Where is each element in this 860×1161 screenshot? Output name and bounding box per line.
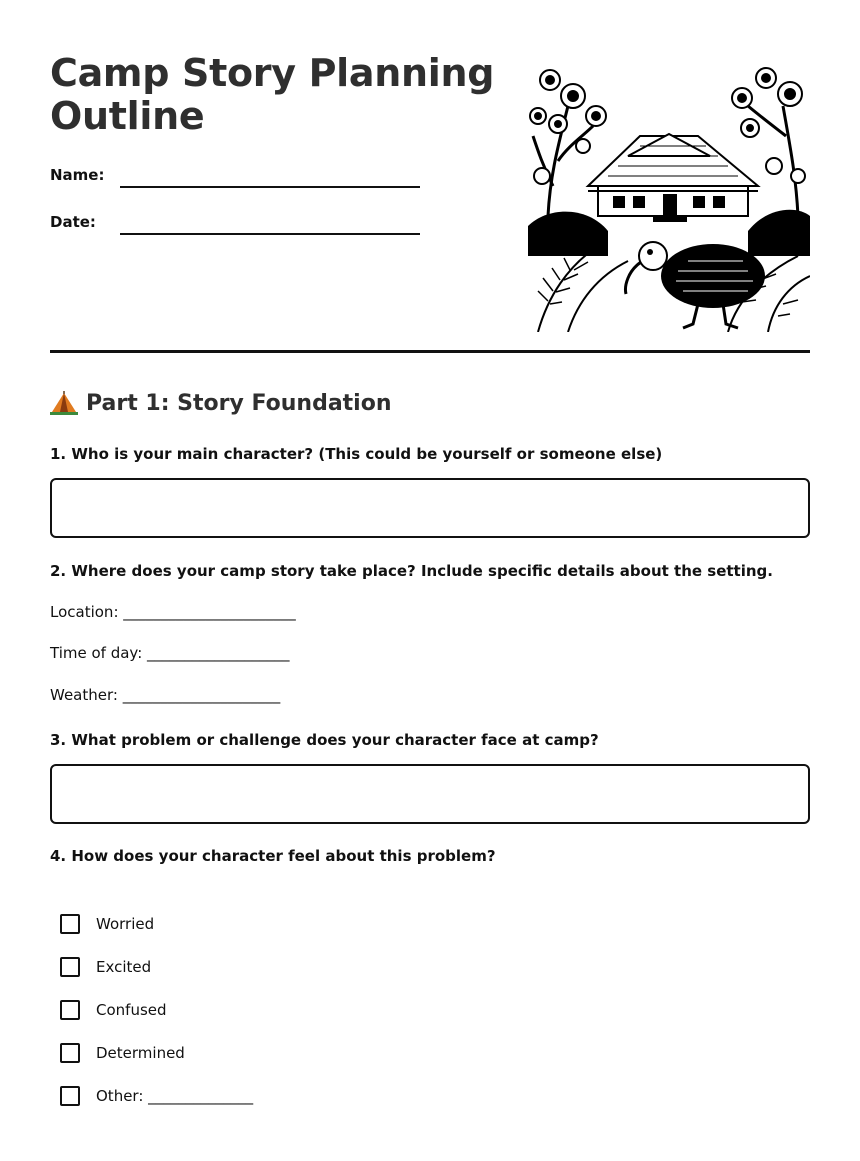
checkbox-confused[interactable]: [60, 1000, 80, 1020]
option-label-determined: Determined: [96, 1044, 185, 1062]
name-label: Name:: [50, 166, 105, 184]
date-line[interactable]: [120, 233, 420, 235]
feeling-option-worried[interactable]: [60, 912, 154, 936]
question-4: 4. How does your character feel about this problem?: [50, 847, 496, 865]
section-title-text: Part 1: Story Foundation: [86, 390, 392, 416]
weather-field[interactable]: Weather: _____________________: [50, 686, 281, 704]
name-line[interactable]: [120, 186, 420, 188]
section-title-part-1: [50, 390, 392, 416]
option-label-other: Other: ______________: [96, 1087, 254, 1105]
page-title: [50, 52, 494, 138]
lodge-kiwi-ferns-illustration: [528, 66, 810, 332]
option-label-confused: Confused: [96, 1001, 167, 1019]
option-label-excited: Excited: [96, 958, 152, 976]
question-2: 2. Where does your camp story take place? Include specific details about the setting.: [50, 562, 773, 580]
question-1: 1. Who is your main character? (This could be yourself or someone else): [50, 445, 663, 463]
title-line-1: Camp Story Planning: [50, 51, 495, 95]
checkbox-worried[interactable]: [60, 914, 80, 934]
answer-box-question-3[interactable]: [50, 764, 810, 824]
date-label: Date:: [50, 213, 96, 231]
camping-tent-icon: [50, 390, 78, 416]
question-3: 3. What problem or challenge does your character face at camp?: [50, 731, 599, 749]
option-label-worried: Worried: [96, 915, 155, 933]
checkbox-excited[interactable]: [60, 957, 80, 977]
feeling-option-excited[interactable]: [60, 955, 151, 979]
feeling-option-confused[interactable]: [60, 998, 167, 1022]
title-line-2: Outline: [50, 94, 205, 138]
feeling-option-other[interactable]: [60, 1084, 253, 1108]
location-field[interactable]: Location: _______________________: [50, 603, 296, 621]
feeling-option-determined[interactable]: [60, 1041, 185, 1065]
header-divider: [50, 350, 810, 353]
time-of-day-field[interactable]: Time of day: ___________________: [50, 644, 290, 662]
checkbox-other[interactable]: [60, 1086, 80, 1106]
checkbox-determined[interactable]: [60, 1043, 80, 1063]
answer-box-question-1[interactable]: [50, 478, 810, 538]
